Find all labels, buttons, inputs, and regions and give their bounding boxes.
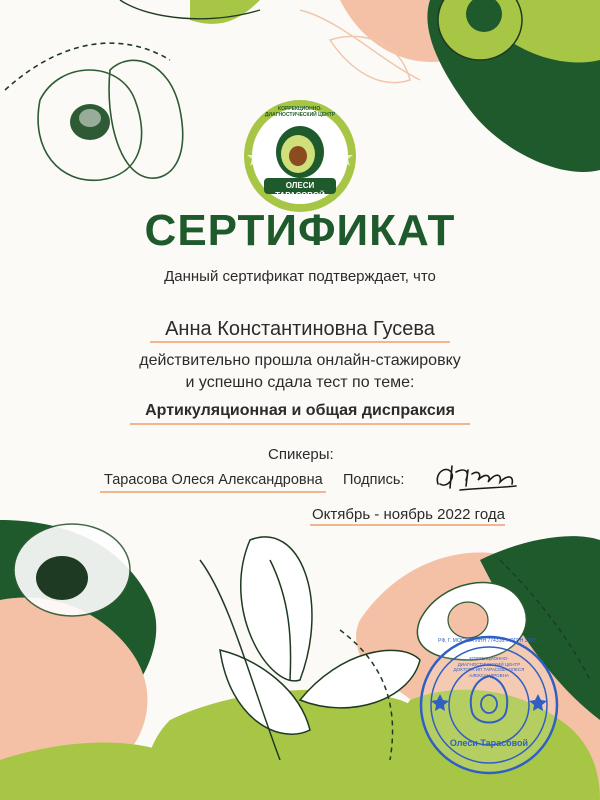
- stamp-outer-text: РФ, Г. МОСКВА ИНН 774316... ОГРН 3207...: [438, 638, 540, 644]
- official-stamp: [418, 634, 560, 776]
- recipient-name: Анна Константиновна Гусева: [165, 318, 435, 340]
- stamp-center-text: Олеси Тарасовой: [449, 738, 529, 748]
- certificate-subtitle: Данный сертификат подтверждает, что: [164, 268, 436, 285]
- avocado-whole-icon: [109, 60, 183, 178]
- statement-line-2: и успешно сдала тест по теме:: [185, 374, 415, 391]
- certificate-title: СЕРТИФИКАТ: [144, 206, 456, 255]
- avocado-half-icon: [38, 70, 142, 180]
- center-logo: [240, 96, 360, 216]
- handwritten-signature: [430, 458, 520, 498]
- avocado-half-bottom-icon: [14, 524, 130, 616]
- statement-line-1: действительно прошла онлайн-стажировку: [139, 352, 461, 369]
- speakers-label: Спикеры:: [268, 446, 334, 463]
- signature-label: Подпись:: [343, 472, 405, 488]
- dashed-curve-top: [5, 43, 170, 90]
- stamp-inner-text: КОРРЕКЦИОННО-ДИАГНОСТИЧЕСКИЙ ЦЕНТР ДОКТОРА ИП ТАРАСОВА ОЛЕСЯ АЛЕКСАНДРОВНА: [453, 656, 525, 678]
- course-period: Октябрь - ноябрь 2022 года: [312, 506, 505, 523]
- logo-banner-text: ОЛЕСИ ТАРАСОВОЙ: [275, 181, 325, 200]
- logo-arc-text: КОРРЕКЦИОННО-ДИАГНОСТИЧЕСКИЙ ЦЕНТР: [264, 106, 336, 118]
- speaker-name: Тарасова Олеся Александровна: [104, 472, 323, 488]
- course-topic: Артикуляционная и общая диспраксия: [145, 402, 455, 419]
- lime-blob-top-left: [190, 0, 260, 24]
